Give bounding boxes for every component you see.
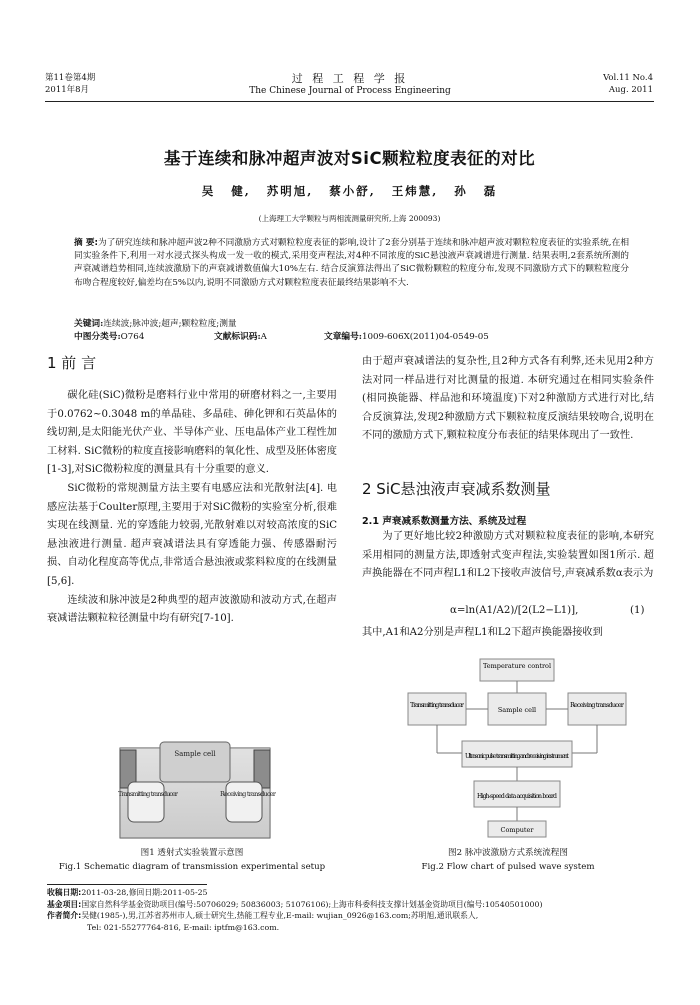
abstract-label: 摘 要: [74,238,98,248]
date-cn: 2011年8月 [45,85,90,95]
authors: 吴 健, 苏明旭, 蔡小舒, 王炜慧, 孙 磊 [201,184,498,198]
fig2-caption-en: Fig.2 Flow chart of pulsed wave system [421,862,595,872]
keywords-label: 关键词: [74,319,104,329]
doc-code-label: 文献标识码: [214,332,261,342]
received-value: 2011-03-28,修回日期:2011-05-25 [81,888,208,897]
author-bio-label: 作者简介: [47,911,82,920]
subsection-2-1-heading: 2.1 声衰减系数测量方法、系统及过程 [362,516,527,527]
date-en: Aug. 2011 [608,85,653,95]
right-column-mid [362,528,654,584]
paper-title: 基于连续和脉冲超声波对SiC颗粒粒度表征的对比 [163,149,536,168]
tx-box [408,693,466,725]
header-left [45,72,95,96]
fund-value: 国家自然科学基金资助项目(编号:50706029; 50836003; 51076106);上海市科委科技支撑计划基金资助项目(编号:10540501000) [81,899,543,909]
left-column-text [47,387,337,629]
fig2-rx-label: Receiving transducer [570,701,624,709]
keywords-text: 连续波;脉冲波;超声;颗粒粒度;测量 [103,319,237,329]
fig2-adc-label: High-speed data acquisition board [477,793,557,800]
fig2-caption-cn: 图2 脉冲波激励方式系统流程图 [448,848,568,858]
author-bio-value: 吴健(1985-),男,江苏省苏州市人,硕士研究生,热能工程专业,E-mail: wujian_0926@163.com;苏明旭,通讯联系人, [81,911,479,920]
fig2-tx-label: Transmitting transducer [410,701,464,709]
journal-title-cn: 过 程 工 程 学 报 [291,72,409,85]
fig1-tx-label: Transmitting transducer [118,790,178,798]
affiliation: (上海理工大学颗粒与两相流测量研究所,上海 200093) [258,214,441,223]
fig1-rx-label: Receiving transducer [220,790,276,798]
tx-body [128,782,164,822]
section1-para3: 连续波和脉冲波是2种典型的超声波激励和波动方式,在超声衰减谱法颗粒粒径测量中均有研究[7-10]. [47,594,337,625]
rx-body [226,782,262,822]
section1-para1: 碳化硅(SiC)微粉是磨料行业中常用的研磨材料之一,主要用于0.0762~0.3048 m的单晶硅、多晶硅、砷化钾和石英晶体的线切割,是太阳能光伏产业、半导体产业、压电晶体产业工程性加工材料. SiC微粉的粒度直接影响磨料的氧化性、成型及胚体密度[1-3],对SiC微粉粒度的测量具有十分重要的意义. [47,390,337,476]
classification-line [74,331,629,344]
section2-heading: 2 SiC悬浊液声衰减系数测量 [362,480,551,498]
figure-1-caption [47,846,337,874]
received-label: 收稿日期: [47,888,82,897]
right-column-bottom [362,624,654,643]
header-center [200,70,500,96]
fig1-sample-label: Sample cell [174,750,216,758]
journal-title-en: The Chinese Journal of Process Engineering [249,86,451,96]
equation-1-number: (1) [630,605,645,616]
right-para1: 由于超声衰减谱法的复杂性,且2种方式各有利弊,还未见用2种方法对同一样品进行对比测量的报道. 本研究通过在相同实验条件(相同换能器、样品池和环境温度)下对2种激励方式进行对比,结合反演算法,发现2种激励方式下颗粒粒度反演结果较吻合,说明在不同的激励方式下,颗粒粒度分布表征的结果体现出了一致性. [362,356,654,442]
sample-cell [160,742,230,782]
section1-para2: SiC微粉的常规测量方法主要有电感应法和光散射法[4]. 电感应法基于Coulter原理,主要用于对SiC微粉的实验室分析,很难实现在线测量. 光的穿透能力较弱,光散射难以对较高浓度的SiC悬浊液进行测量. 超声衰减谱法具有穿透能力强、传感器耐污损、自动化程度高等优点,非常适合悬浊液或浆料粒度的在线测量[5,6]. [47,482,337,587]
fig1-caption-cn: 图1 透射式实验装置示意图 [140,848,244,858]
fig2-pulser-label: Ultrasonic pulse transmitting and receiving instrument [465,753,569,760]
fig2-temp-label: Temperature control [482,662,552,670]
header-right [603,72,653,96]
right-column-top [362,353,654,446]
figure-1 [90,720,300,840]
clc-label: 中图分类号: [74,332,121,342]
right-para2: 为了更好地比较2种激励方式对颗粒粒度表征的影响,本研究采用相同的测量方法,即透射式变声程法,实验装置如图1所示. 超声换能器在不同声程L1和L2下接收声波信号,声衰减系数α表示为 [362,531,654,580]
article-no-value: 1009-606X(2011)04-0549-05 [361,332,489,342]
footnote-rule [47,884,207,885]
fund-label: 基金项目: [47,899,82,909]
figure-2-drawing [402,657,632,842]
figure-1-drawing [90,720,300,840]
fig1-caption-en: Fig.1 Schematic diagram of transmission experimental setup [58,862,326,872]
fig2-sample-label: Sample cell [497,706,537,714]
footnote [47,887,654,933]
header-rule [45,101,654,102]
figure-2-caption [362,846,654,874]
volume-cn: 第11卷第4期 [45,73,96,83]
clc-value: O764 [120,332,145,342]
figure-2 [402,657,632,842]
right-para3: 其中,A1和A2分别是声程L1和L2下超声换能器接收到 [362,627,603,638]
keywords [74,318,629,331]
article-no-label: 文章编号: [324,332,362,342]
equation-1: α=ln(A1/A2)/[2(L2−L1)], [450,605,579,616]
doc-code-value: A [260,332,267,342]
rx-box [568,693,626,725]
abstract-text: 为了研究连续和脉冲超声波2种不同激励方式对颗粒粒度表征的影响,设计了2套分别基于连续和脉冲超声波对颗粒粒度表征的实验系统,在相同实验条件下,利用一对水浸式探头构成一发一收的模式,采用变声程法,对4种不同浓度的SiC悬浊液声衰减谱进行测量. 结果表明,2套系统所测的声衰减谱趋势相同,连续波激励下的声衰减谱数值偏大10%左右. 结合反演算法得出了SiC微粉颗粒的粒度分布,发现不同激励方式下的颗粒粒度分布吻合程度较好,偏差均在5%以内,说明不同激励方式对颗粒粒度表征最终结果影响不大. [74,238,630,288]
abstract [74,237,629,290]
section1-heading: 1 前 言 [47,354,97,372]
author-contact: Tel: 021-55277764-816, E-mail: iptfm@163.com. [87,922,280,932]
volume-en: Vol.11 No.4 [603,73,653,83]
fig2-pc-label: Computer [500,826,534,834]
